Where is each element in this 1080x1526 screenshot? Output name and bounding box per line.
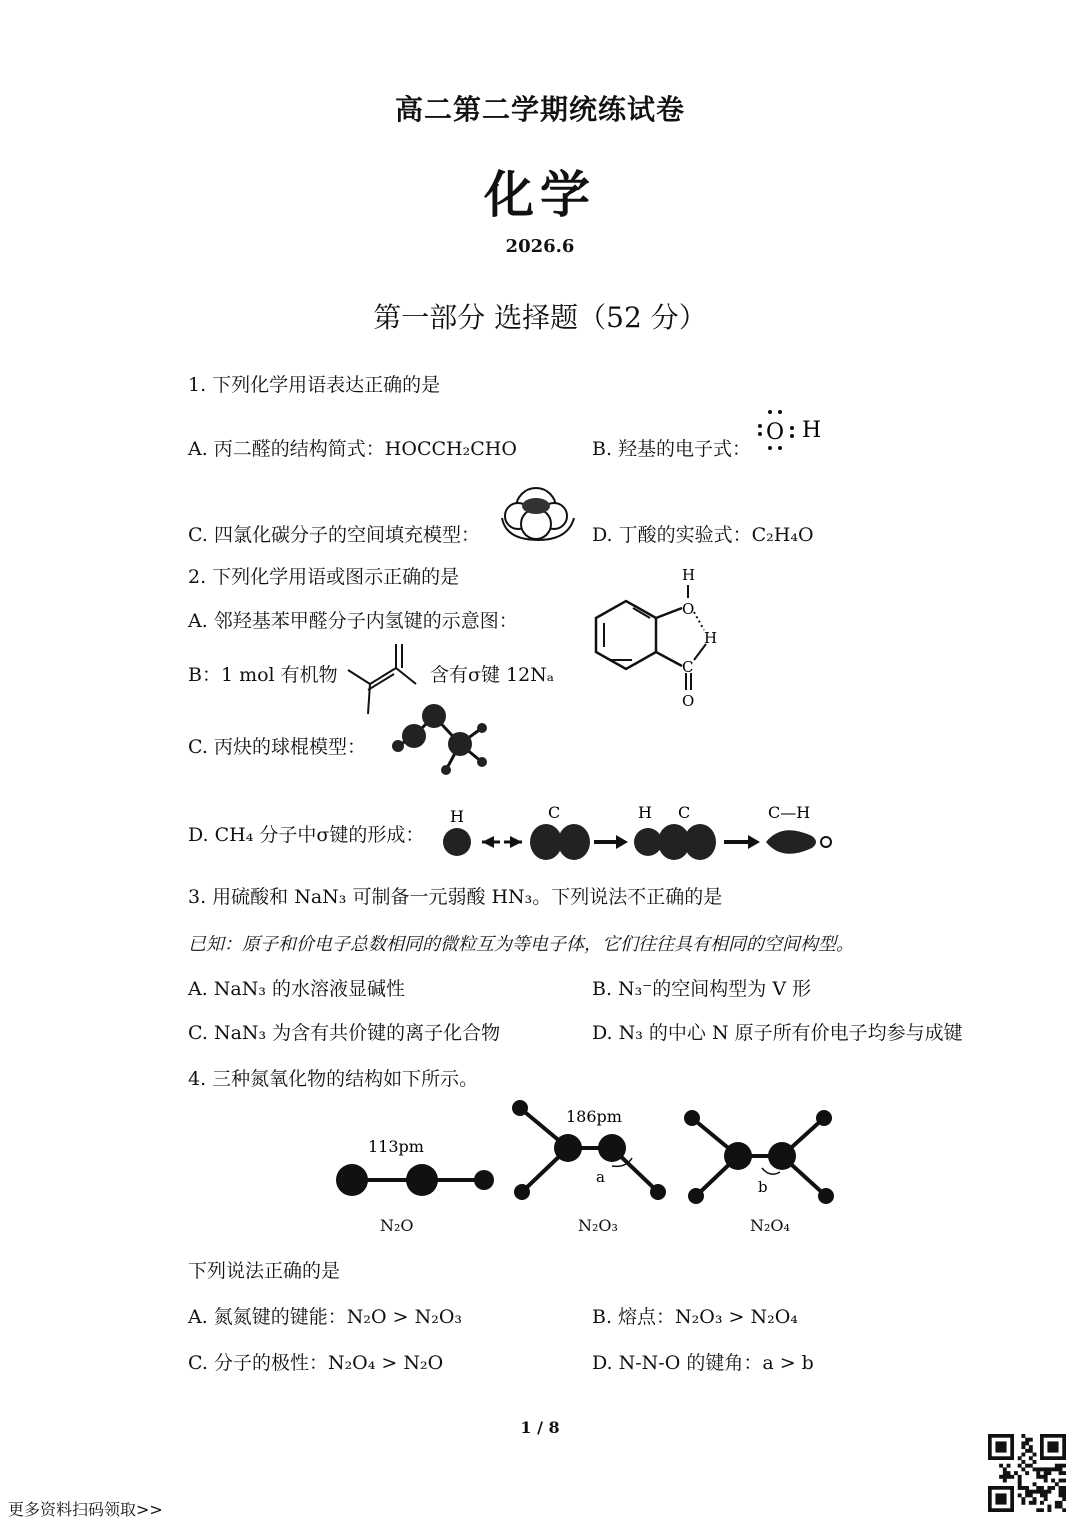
q3-note: 已知：原子和价电子总数相同的微粒互为等电子体，它们往往具有相同的空间构型。	[188, 934, 854, 955]
angle-a-label: a	[596, 1168, 605, 1186]
hbond-o1-label: O	[682, 600, 695, 618]
sigma-h2-label: H	[638, 803, 652, 822]
n2o4-label: N₂O₄	[750, 1216, 790, 1235]
section-title: 第一部分 选择题（52 分）	[373, 301, 707, 334]
n2o3-bond-length: 186pm	[566, 1107, 622, 1126]
q4-option-b: B. 熔点：N₂O₃ > N₂O₄	[592, 1306, 798, 1328]
n2o-label: N₂O	[380, 1216, 414, 1235]
hbond-o2-label: O	[682, 692, 695, 710]
q4-stem: 4. 三种氮氧化物的结构如下所示。	[188, 1068, 479, 1090]
q1-stem: 1. 下列化学用语表达正确的是	[188, 374, 441, 396]
q3-option-b: B. N₃⁻的空间构型为 V 形	[592, 978, 812, 1000]
q2-option-b-post: 含有σ键 12Nₐ	[430, 664, 555, 686]
q3-stem: 3. 用硫酸和 NaN₃ 可制备一元弱酸 HN₃。下列说法不正确的是	[188, 886, 723, 908]
exam-title: 高二第二学期统练试卷	[394, 93, 685, 126]
sigma-ch-label: C—H	[768, 803, 811, 822]
hydroxyl-h-label: H	[802, 418, 822, 443]
q2-option-a: A. 邻羟基苯甲醛分子内氢键的示意图：	[188, 610, 518, 632]
q3-option-a: A. NaN₃ 的水溶液显碱性	[188, 978, 406, 1000]
hbond-c-label: C	[682, 658, 694, 676]
q1-option-c: C. 四氯化碳分子的空间填充模型：	[188, 524, 480, 546]
footer-scan-link[interactable]: 更多资料扫码领取>>	[8, 1500, 163, 1519]
hydroxyl-o-label: O	[766, 420, 785, 445]
propyne-ball-stick-model	[370, 688, 500, 780]
q1-option-b: B. 羟基的电子式：	[592, 438, 752, 460]
q4-option-c: C. 分子的极性：N₂O₄ > N₂O	[188, 1352, 444, 1374]
q1-option-d: D. 丁酸的实验式：C₂H₄O	[592, 524, 814, 546]
hbond-h2-label: H	[704, 629, 718, 647]
q2-option-c: C. 丙炔的球棍模型：	[188, 736, 366, 758]
q1-option-a: A. 丙二醛的结构简式：HOCCH₂CHO	[188, 438, 517, 460]
q4-option-d: D. N-N-O 的键角：a > b	[592, 1352, 814, 1374]
sigma-h1-label: H	[450, 807, 464, 826]
subject-title: 化学	[484, 165, 596, 224]
q3-option-c: C. NaN₃ 为含有共价键的离子化合物	[188, 1022, 501, 1044]
qr-code-icon[interactable]	[988, 1434, 1066, 1512]
n2o-bond-length: 113pm	[368, 1137, 424, 1156]
ch4-sigma-bond-formation	[430, 800, 840, 864]
q2-stem: 2. 下列化学用语或图示正确的是	[188, 566, 460, 588]
q2-option-b-pre: B：1 mol 有机物	[188, 664, 338, 686]
n2o3-label: N₂O₃	[578, 1216, 618, 1235]
page-number: 1 / 8	[520, 1418, 560, 1437]
angle-b-label: b	[758, 1178, 768, 1196]
hbond-h1-label: H	[682, 566, 696, 584]
sigma-c2-label: C	[678, 803, 691, 822]
q4-option-a: A. 氮氮键的键能：N₂O > N₂O₃	[188, 1306, 463, 1328]
sigma-c1-label: C	[548, 803, 561, 822]
q2-option-d: D. CH₄ 分子中σ键的形成：	[188, 824, 425, 846]
salicylaldehyde-hbond-diagram	[586, 560, 736, 712]
exam-date: 2026.6	[505, 236, 575, 257]
hydroxyl-electron-formula	[752, 404, 832, 454]
ccl4-space-filling-model	[498, 484, 578, 544]
q4-prompt: 下列说法正确的是	[188, 1260, 341, 1282]
q3-option-d: D. N₃ 的中心 N 原子所有价电子均参与成键	[592, 1022, 963, 1044]
